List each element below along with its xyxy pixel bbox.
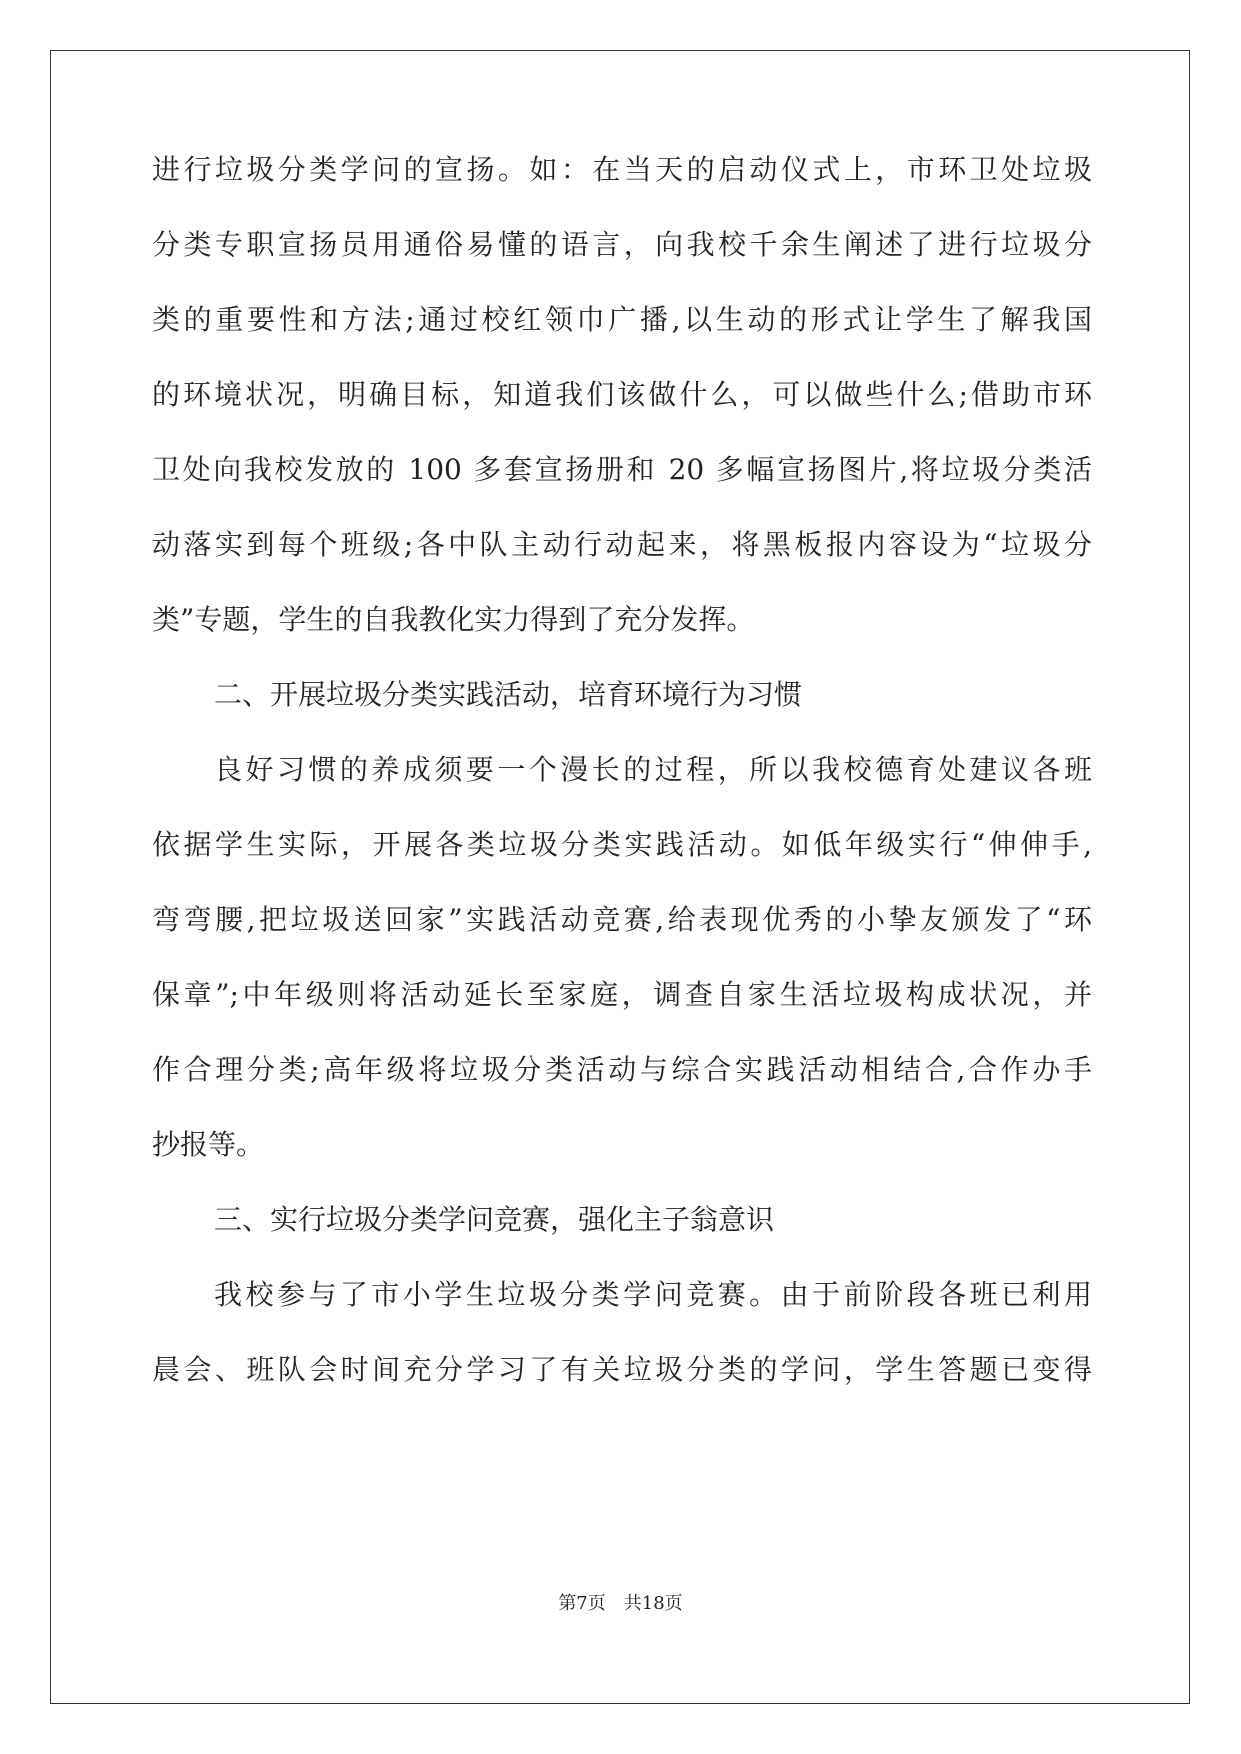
paragraph-line: 类”专题，学生的自我教化实力得到了充分发挥。 (152, 603, 755, 636)
section-heading: 三、实行垃圾分类学问竞赛，强化主子翁意识 (214, 1203, 775, 1236)
paragraph-line: 保章”;中年级则将活动延长至家庭，调查自家生活垃圾构成状况，并 (152, 978, 1092, 1011)
paragraph-line: 作合理分类;高年级将垃圾分类活动与综合实践活动相结合,合作办手 (152, 1053, 1092, 1086)
paragraph-line: 弯弯腰,把垃圾送回家”实践活动竞赛,给表现优秀的小挚友颁发了“环 (152, 903, 1092, 936)
paragraph-line: 分类专职宣扬员用通俗易懂的语言，向我校千余生阐述了进行垃圾分 (152, 228, 1092, 261)
current-page-number: 第7页 (558, 1593, 606, 1614)
paragraph-line: 晨会、班队会时间充分学习了有关垃圾分类的学问，学生答题已变得 (152, 1353, 1092, 1386)
paragraph-line: 的环境状况，明确目标，知道我们该做什么，可以做些什么;借助市环 (152, 378, 1092, 411)
page-border (50, 50, 1190, 1704)
section-heading: 二、开展垃圾分类实践活动，培育环境行为习惯 (214, 678, 803, 711)
paragraph-line: 我校参与了市小学生垃圾分类学问竞赛。由于前阶段各班已利用 (214, 1278, 1092, 1311)
paragraph-line: 依据学生实际，开展各类垃圾分类实践活动。如低年级实行“伸伸手, (152, 828, 1092, 861)
paragraph-line: 类的重要性和方法;通过校红领巾广播,以生动的形式让学生了解我国 (152, 303, 1092, 336)
paragraph-line: 卫处向我校发放的 100 多套宣扬册和 20 多幅宣扬图片,将垃圾分类活 (152, 453, 1092, 486)
paragraph-line: 抄报等。 (152, 1128, 265, 1161)
paragraph-line: 良好习惯的养成须要一个漫长的过程，所以我校德育处建议各班 (214, 753, 1092, 786)
page-footer (0, 1592, 1241, 1616)
paragraph-line: 动落实到每个班级;各中队主动行动起来，将黑板报内容设为“垃圾分 (152, 528, 1092, 561)
paragraph-line: 进行垃圾分类学问的宣扬。如：在当天的启动仪式上，市环卫处垃圾 (152, 153, 1092, 186)
total-page-count: 共18页 (623, 1593, 683, 1614)
